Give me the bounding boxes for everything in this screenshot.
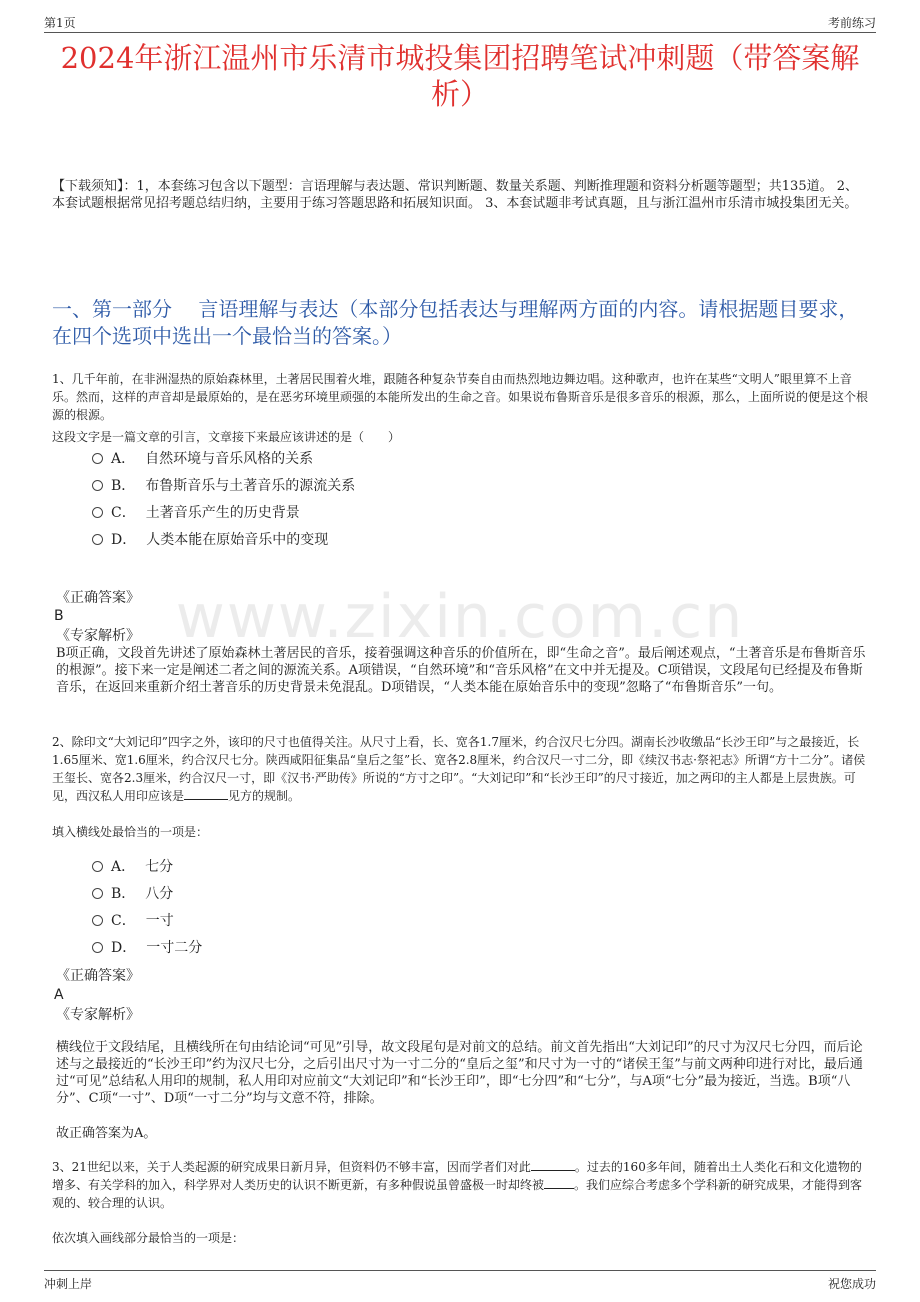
watermark: www.zixin.com.cn — [175, 582, 745, 652]
q2-option-d[interactable] — [92, 938, 202, 958]
q2-analysis-label: 《专家解析》 — [56, 1007, 140, 1023]
option-text: 一寸二分 — [146, 940, 203, 956]
fill-blank — [531, 1158, 575, 1171]
option-key: B． — [111, 886, 136, 902]
option-text: 八分 — [145, 886, 174, 902]
radio-icon[interactable] — [92, 453, 103, 464]
q3-stem-text: 3、21世纪以来，关于人类起源的研究成果日新月异，但资料仍不够丰富，因而学者们对此 — [52, 1160, 531, 1174]
radio-icon[interactable] — [92, 480, 103, 491]
fill-blank — [184, 787, 228, 800]
q1-correct-label: 《正确答案》 — [56, 590, 140, 606]
q2-conclusion: 故正确答案为A。 — [56, 1126, 157, 1141]
section-title: 一、第一部分 言语理解与表达（本部分包括表达与理解两方面的内容。请根据题目要求，在四个选项中选出一个最恰当的答案。） — [52, 297, 859, 348]
header-label: 考前练习 — [827, 16, 876, 30]
q3-stem-tail: 。我们应综合考虑多个学科新的研究成果，才能得到客观的、较合理的认识。 — [52, 1178, 863, 1210]
page-footer — [44, 1270, 876, 1297]
option-text: 布鲁斯音乐与土著音乐的源流关系 — [145, 478, 356, 494]
option-key: D． — [111, 940, 137, 956]
q2-option-a[interactable] — [92, 857, 173, 877]
q3-stem-middle: 。过去的160多年间，随着出土人类化石和文化遗物的增多、有关学科的加入，科学界对人类历史的认识不断更新，有多种假说虽曾盛极一时却终被 — [52, 1160, 862, 1192]
radio-icon[interactable] — [92, 942, 103, 953]
option-text: 人类本能在原始音乐中的变现 — [146, 532, 329, 548]
radio-icon[interactable] — [92, 534, 103, 545]
footer-left: 冲刺上岸 — [44, 1277, 93, 1291]
option-key: B． — [111, 478, 136, 494]
option-text: 自然环境与音乐风格的关系 — [145, 451, 314, 467]
q3-stem — [52, 1158, 868, 1212]
footer-right: 祝您成功 — [827, 1277, 876, 1291]
q2-option-b[interactable] — [92, 884, 173, 904]
q1-analysis-label: 《专家解析》 — [56, 628, 140, 644]
q3-question: 依次填入画线部分最恰当的一项是： — [52, 1231, 245, 1245]
page-number: 第1页 — [44, 16, 76, 30]
option-key: A． — [111, 451, 136, 467]
q2-correct-label: 《正确答案》 — [56, 968, 140, 984]
q2-stem-tail: 见方的规制。 — [228, 789, 301, 803]
option-text: 土著音乐产生的历史背景 — [145, 505, 300, 521]
radio-icon[interactable] — [92, 888, 103, 899]
q2-option-c[interactable] — [92, 911, 174, 931]
download-notice: 【下载须知】：1，本套练习包含以下题型：言语理解与表达题、常识判断题、数量关系题、判断推理题和资料分析题等题型；共135道。 2、本套试题根据常见招考题总结归纳，主要用于练习答题思路和拓展知识面。 3、本套试题非考试真题，且与浙江温州市乐清市城投集团无关。 — [52, 179, 858, 211]
option-key: C． — [111, 505, 136, 521]
q1-stem: 1、几千年前，在非洲湿热的原始森林里，土著居民围着火堆，跟随各种复杂节奏自由而热烈地边舞边唱。这种歌声，也许在某些“文明人”眼里算不上音乐。然而，这样的声音却是最原始的，是在恶劣环境里顽强的本能所发出的生命之音。如果说布鲁斯音乐是很多音乐的根源，那么，上面所说的便是这个根源的根源。 — [52, 372, 869, 422]
q2-stem-text: 2、除印文“大刘记印”四字之外，该印的尺寸也值得关注。从尺寸上看，长、宽各1.7厘米，约合汉尺七分四。湖南长沙收缴品“长沙王印”与之最接近，长1.65厘米、宽1.6厘米，约合汉尺七分。陕西咸阳征集品“皇后之玺”长、宽各2.8厘米，约合汉尺一寸二分，即《续汉书志·祭祀志》所谓“方十二分”。诸侯王玺长、宽各2.3厘米，约合汉尺一寸，即《汉书·严助传》所说的“方寸之印”。“大刘记印”和“长沙王印”的尺寸接近，加之两印的主人都是上层贵族。可见，西汉私人用印应该是 — [52, 735, 866, 803]
q2-stem — [52, 733, 868, 805]
q1-option-d[interactable] — [92, 530, 328, 550]
document-title: 2024年浙江温州市乐清市城投集团招聘笔试冲刺题（带答案解析） — [60, 41, 860, 111]
q2-analysis: 横线位于文段结尾，且横线所在句由结论词“可见”引导，故文段尾句是对前文的总结。前文首先指出“大刘记印”的尺寸为汉尺七分四，而后论述与之最接近的“长沙王印”约为汉尺七分，之后引出尺寸为一寸二分的“皇后之玺”和尺寸为一寸的“诸侯王玺”与前文两种印进行对比，最后通过“可见”总结私人用印的规制，私人用印对应前文“大刘记印”和“长沙王印”，即“七分四”和“七分”，与A项“七分”最为接近，当选。B项“八分”、C项“一寸”、D项“一寸二分”均与文意不符，排除。 — [56, 1040, 863, 1106]
q2-question: 填入横线处最恰当的一项是： — [52, 825, 209, 839]
option-text: 七分 — [145, 859, 174, 875]
q1-option-b[interactable] — [92, 476, 355, 496]
q1-question: 这段文字是一篇文章的引言，文章接下来最应该讲述的是（ ） — [52, 430, 401, 444]
page-header — [44, 12, 876, 33]
option-key: C． — [111, 913, 136, 929]
option-key: D． — [111, 532, 137, 548]
q1-answer: B — [54, 608, 64, 624]
q2-answer: A — [54, 987, 64, 1003]
radio-icon[interactable] — [92, 915, 103, 926]
option-key: A． — [111, 859, 136, 875]
radio-icon[interactable] — [92, 861, 103, 872]
option-text: 一寸 — [145, 913, 174, 929]
q1-analysis: B项正确，文段首先讲述了原始森林土著居民的音乐，接着强调这种音乐的价值所在，即“生命之音”。最后阐述观点，“土著音乐是布鲁斯音乐的根源”。接下来一定是阐述二者之间的源流关系。A项错误，“自然环境”和“音乐风格”在文中并无提及。C项错误，文段尾句已经提及布鲁斯音乐，在返回来重新介绍土著音乐的历史背景未免混乱。D项错误，“人类本能在原始音乐中的变现”忽略了“布鲁斯音乐”一句。 — [56, 646, 866, 695]
fill-blank — [544, 1176, 574, 1189]
q1-option-c[interactable] — [92, 503, 300, 523]
radio-icon[interactable] — [92, 507, 103, 518]
q1-option-a[interactable] — [92, 449, 313, 469]
